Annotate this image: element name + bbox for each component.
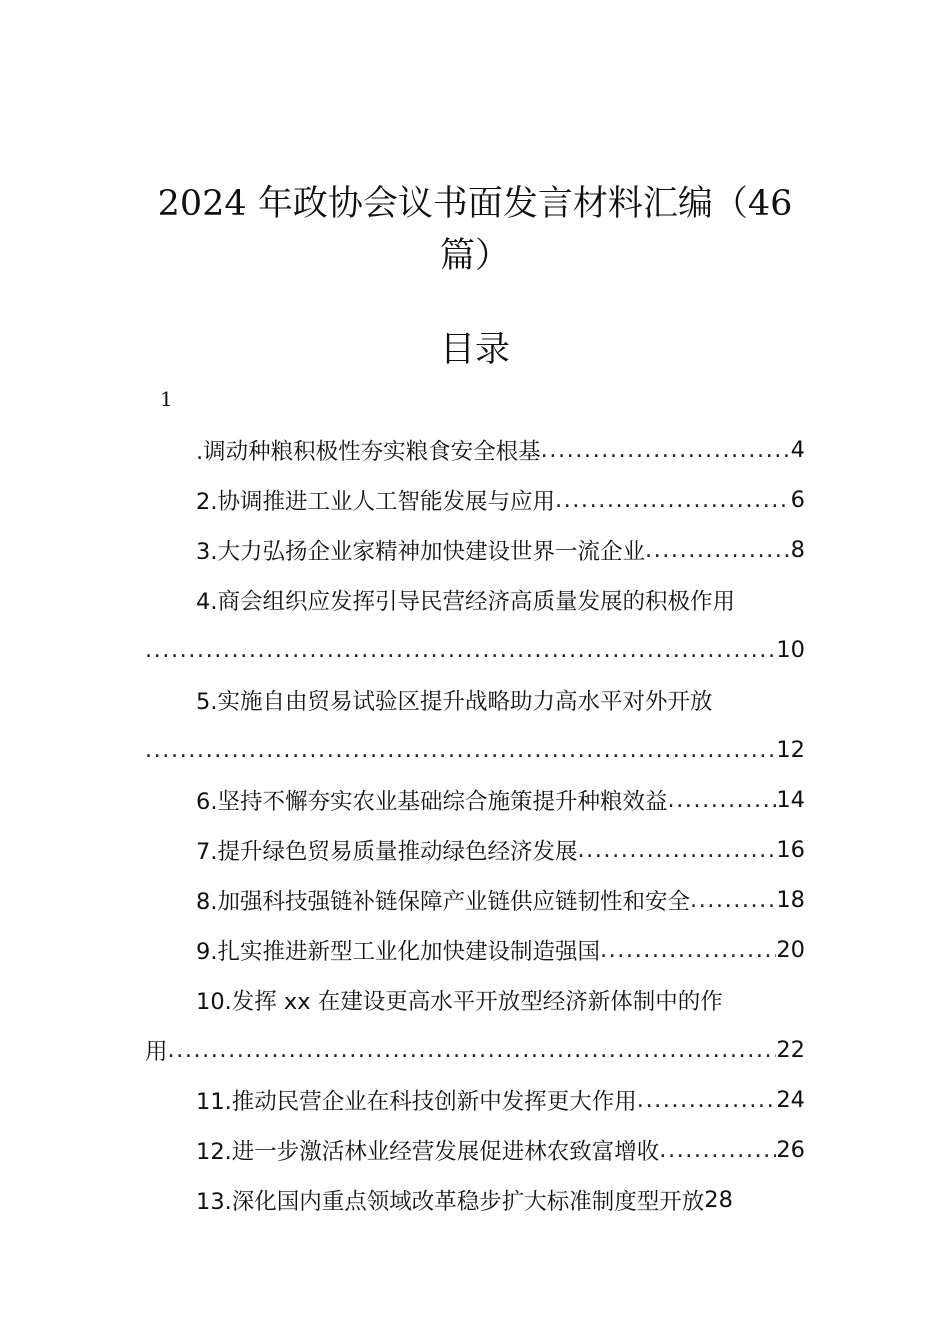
dot-leader — [667, 787, 776, 813]
dot-leader — [168, 1037, 777, 1063]
toc-entry[interactable] — [145, 1075, 805, 1125]
table-of-contents — [145, 425, 805, 1225]
toc-entry[interactable] — [145, 575, 805, 675]
toc-entry-page: 6 — [790, 487, 805, 513]
dot-leader — [659, 1137, 776, 1163]
dot-leader — [577, 837, 776, 863]
dot-leader — [637, 1087, 777, 1113]
toc-entry-page: 22 — [776, 1037, 805, 1063]
toc-entry-page: 14 — [776, 787, 805, 813]
dot-leader — [145, 737, 776, 763]
toc-entry-title: 7.提升绿色贸易质量推动绿色经济发展 — [196, 839, 578, 865]
toc-entry-title: 12.进一步激活林业经营发展促进林农致富增收 — [196, 1139, 660, 1165]
toc-entry-title: 4.商会组织应发挥引导民营经济高质量发展的积极作用 — [196, 589, 735, 615]
toc-heading: 目录 — [439, 330, 510, 370]
toc-entry-title: 5.实施自由贸易试验区提升战略助力高水平对外开放 — [196, 689, 713, 715]
toc-entry-title: 9.扎实推进新型工业化加快建设制造强国 — [196, 939, 600, 965]
dot-leader — [145, 637, 776, 663]
dot-leader — [555, 487, 791, 513]
toc-entry-page: 24 — [776, 1087, 805, 1113]
toc-entry-title: 10.发挥 xx 在建设更高水平开放型经济新体制中的作 — [196, 989, 723, 1015]
dot-leader — [690, 887, 776, 913]
toc-entry[interactable] — [145, 925, 805, 975]
toc-entry-title: .调动种粮积极性夯实粮食安全根基 — [196, 439, 541, 465]
toc-entry[interactable] — [145, 1125, 805, 1175]
toc-entry-page: 18 — [776, 887, 805, 913]
toc-entry[interactable] — [145, 525, 805, 575]
toc-entry-title: 6.坚持不懈夯实农业基础综合施策提升种粮效益 — [196, 789, 668, 815]
toc-entry[interactable] — [145, 775, 805, 825]
toc-entry-title: 2.协调推进工业人工智能发展与应用 — [196, 489, 555, 515]
toc-entry-title: 13.深化国内重点领域改革稳步扩大标准制度型开放 — [196, 1189, 705, 1215]
dot-leader — [645, 537, 791, 563]
toc-entry[interactable] — [145, 975, 805, 1075]
toc-entry-page: 28 — [704, 1187, 733, 1213]
toc-entry[interactable] — [145, 425, 805, 475]
toc-entry-page: 12 — [776, 737, 805, 763]
toc-entry-page: 10 — [776, 637, 805, 663]
toc-entry-title-continued: 用 — [145, 1039, 168, 1065]
toc-entry-page: 20 — [776, 937, 805, 963]
toc-entry-page: 16 — [776, 837, 805, 863]
toc-entry[interactable] — [145, 1175, 805, 1225]
toc-entry-title: 3.大力弘扬企业家精神加快建设世界一流企业 — [196, 539, 645, 565]
document-title: 2024 年政协会议书面发言材料汇编（46 篇） — [157, 184, 793, 276]
toc-entry-page: 4 — [790, 437, 805, 463]
stray-number: 1 — [160, 387, 173, 411]
dot-leader — [600, 937, 776, 963]
toc-entry[interactable] — [145, 825, 805, 875]
dot-leader — [541, 437, 791, 463]
toc-entry-title: 8.加强科技强链补链保障产业链供应链韧性和安全 — [196, 889, 690, 915]
toc-entry[interactable] — [145, 675, 805, 775]
toc-entry-page: 8 — [790, 537, 805, 563]
toc-entry-page: 26 — [776, 1137, 805, 1163]
toc-entry[interactable] — [145, 475, 805, 525]
toc-entry[interactable] — [145, 875, 805, 925]
toc-entry-title: 11.推动民营企业在科技创新中发挥更大作用 — [196, 1089, 637, 1115]
